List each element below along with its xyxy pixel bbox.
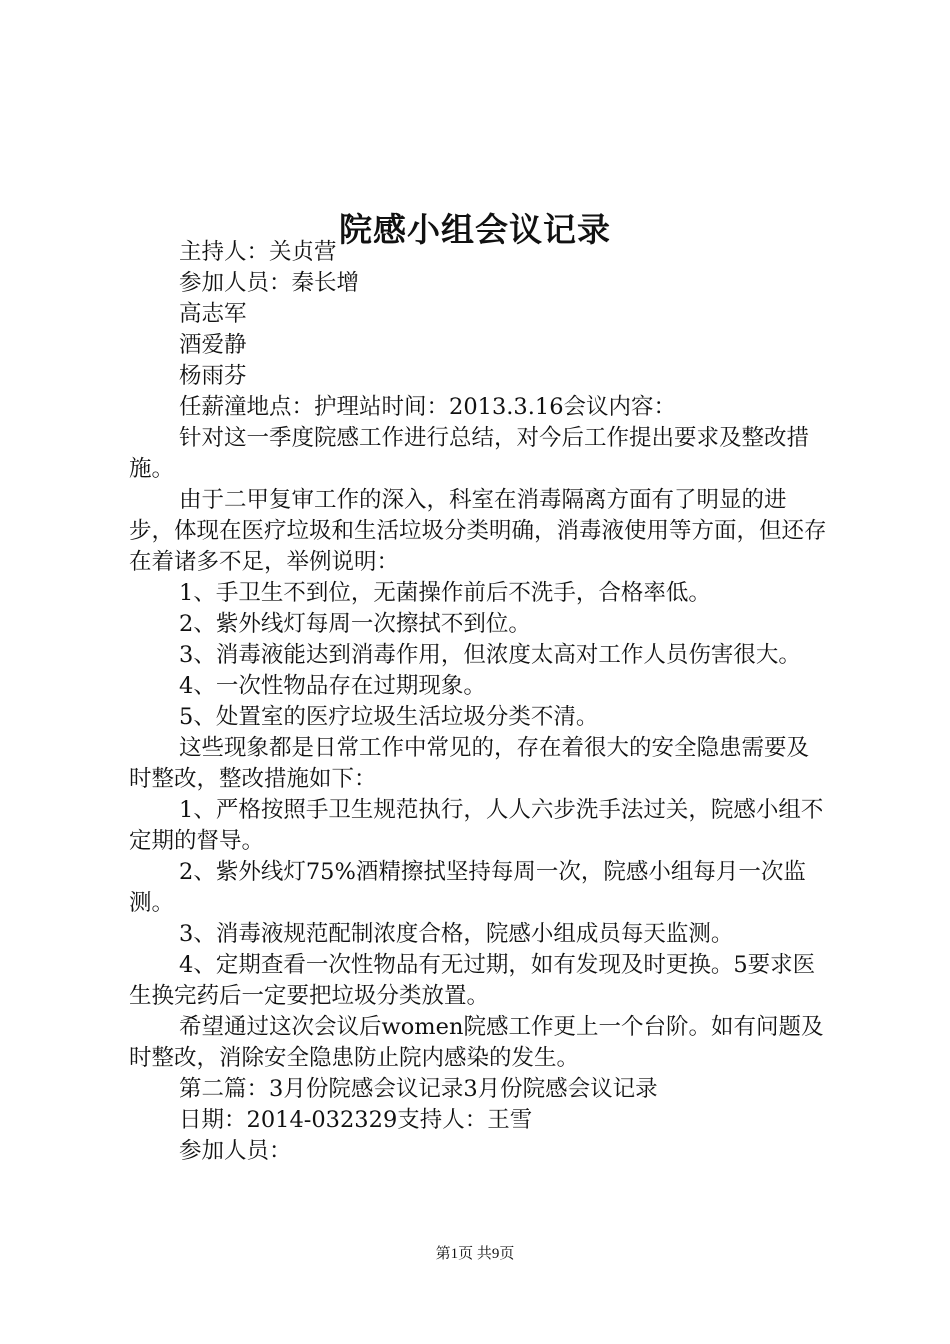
problem-item: 3、消毒液能达到消毒作用，但浓度太高对工作人员伤害很大。 <box>179 642 801 668</box>
attendee-name: 酒爱静 <box>179 332 247 358</box>
problem-item: 4、一次性物品存在过期现象。 <box>179 673 486 699</box>
document-body <box>129 237 831 1167</box>
page-footer: 第1页 共9页 <box>435 1246 515 1262</box>
problem-item: 1、手卫生不到位，无菌操作前后不洗手，合格率低。 <box>179 580 711 606</box>
measure-item: 4、定期查看一次性物品有无过期，如有发现及时更换。5要求医生换完药后一定要把垃圾分类放置。 <box>129 952 816 1009</box>
measure-item: 3、消毒液规范配制浓度合格，院感小组成员每天监测。 <box>179 921 734 947</box>
attendees-line: 参加人员： <box>179 1138 292 1164</box>
location-time-line: 任薪潼地点：护理站时间：2013.3.16会议内容： <box>179 394 677 420</box>
document-title: 院感小组会议记录 <box>339 210 611 250</box>
body-paragraph: 这些现象都是日常工作中常见的，存在着很大的安全隐患需要及时整改，整改措施如下： <box>129 735 810 792</box>
body-paragraph: 希望通过这次会议后women院感工作更上一个台阶。如有问题及时整改，消除安全隐患防止院内感染的发生。 <box>129 1014 824 1071</box>
measure-item: 2、紫外线灯75%酒精擦拭坚持每周一次，院感小组每月一次监测。 <box>129 859 806 916</box>
measure-item: 1、严格按照手卫生规范执行，人人六步洗手法过关，院感小组不定期的督导。 <box>129 797 824 854</box>
section-heading: 第二篇：3月份院感会议记录3月份院感会议记录 <box>179 1076 658 1102</box>
problem-item: 2、紫外线灯每周一次擦拭不到位。 <box>179 611 531 637</box>
attendee-name: 高志军 <box>179 301 247 327</box>
attendees-line: 参加人员：秦长增 <box>179 270 360 296</box>
problem-item: 5、处置室的医疗垃圾生活垃圾分类不清。 <box>179 704 599 730</box>
body-paragraph: 针对这一季度院感工作进行总结，对今后工作提出要求及整改措施。 <box>129 425 810 482</box>
body-paragraph: 由于二甲复审工作的深入，科室在消毒隔离方面有了明显的进步，体现在医疗垃圾和生活垃圾分类明确，消毒液使用等方面，但还存在着诸多不足，举例说明： <box>129 487 827 575</box>
attendee-name: 杨雨芬 <box>179 363 247 389</box>
date-line: 日期：2014-032329支持人：王雪 <box>179 1107 533 1133</box>
host-line: 主持人：关贞营 <box>179 239 337 265</box>
